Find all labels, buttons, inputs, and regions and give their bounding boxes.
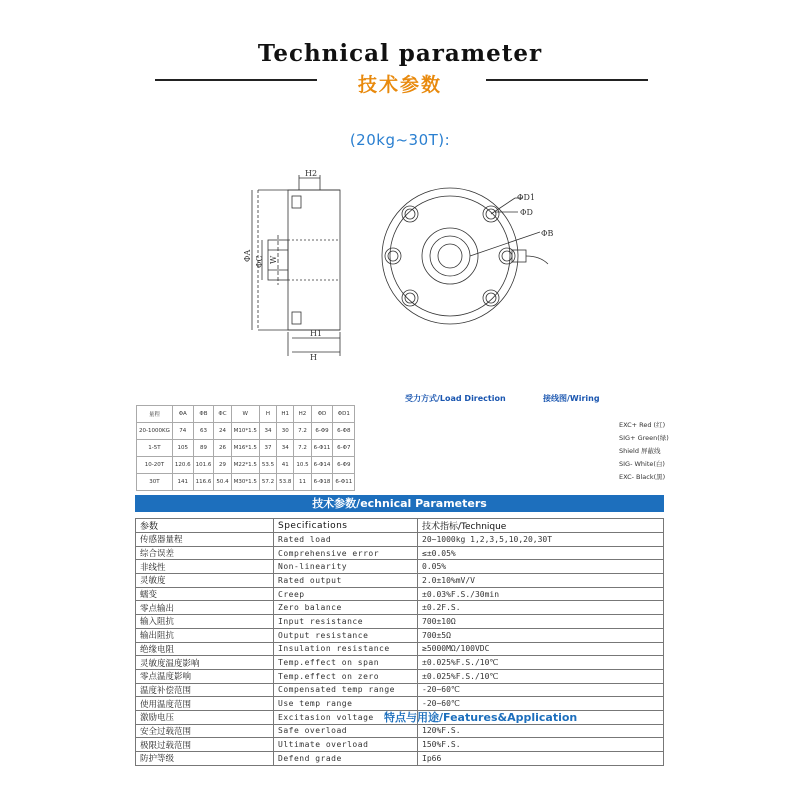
dimensions-header-cell: ΦD	[311, 406, 333, 423]
technique-cell: Ip66	[418, 752, 664, 766]
parameters-header-row	[136, 519, 664, 533]
dimensions-cell: 11	[294, 474, 311, 491]
specification-cell: Compensated temp range	[274, 683, 418, 697]
dimensions-cell: 6-Φ8	[333, 423, 355, 440]
dimensions-table	[136, 405, 355, 491]
table-row	[136, 669, 664, 683]
specification-cell: Temp.effect on zero	[274, 669, 418, 683]
parameter-name-cell: 绝缘电阻	[136, 642, 274, 656]
dimensions-cell: 34	[259, 423, 276, 440]
table-row	[136, 546, 664, 560]
wiring-line: EXC+ Red (红)	[619, 421, 666, 429]
wiring-label: 接线图/Wiring	[543, 394, 600, 403]
table-row	[137, 440, 355, 457]
specification-cell: Excitasion voltage	[274, 710, 418, 724]
label-h: H	[310, 353, 317, 362]
specification-cell: Comprehensive error	[274, 546, 418, 560]
parameters-table	[135, 518, 664, 766]
label-phi-b: ΦB	[541, 229, 554, 238]
technique-cell: 150%F.S.	[418, 738, 664, 752]
parameter-name-cell: 灵敏度温度影响	[136, 656, 274, 670]
parameter-name-cell: 安全过载范围	[136, 724, 274, 738]
dimensions-cell: 34	[277, 440, 294, 457]
dimensions-cell: 29	[214, 457, 231, 474]
specification-cell: Use temp range	[274, 697, 418, 711]
dimensions-cell: 53.5	[259, 457, 276, 474]
parameter-name-cell: 零点温度影响	[136, 669, 274, 683]
dimensions-cell: 57.2	[259, 474, 276, 491]
wiring-line: SIG- White(白)	[619, 460, 665, 468]
dimensions-header-cell: ΦA	[172, 406, 193, 423]
load-cell-drawing	[0, 160, 800, 400]
specification-cell: Input resistance	[274, 615, 418, 629]
parameters-header-cell: 参数	[136, 519, 274, 533]
dimensions-cell: 41	[277, 457, 294, 474]
dimensions-cell: 10.5	[294, 457, 311, 474]
parameter-name-cell: 灵敏度	[136, 574, 274, 588]
specification-cell: Zero balance	[274, 601, 418, 615]
dimensions-cell: 10-20T	[137, 457, 173, 474]
dimensions-header-cell: W	[231, 406, 259, 423]
dimensions-cell: 37	[259, 440, 276, 457]
dimensions-cell: 6-Φ9	[311, 423, 333, 440]
dimensions-cell: 6-Φ14	[311, 457, 333, 474]
dimensions-cell: M22*1.5	[231, 457, 259, 474]
technique-cell: ±0.025%F.S./10℃	[418, 656, 664, 670]
parameter-name-cell: 极限过载范围	[136, 738, 274, 752]
dimensions-cell: 26	[214, 440, 231, 457]
parameter-name-cell: 综合误差	[136, 546, 274, 560]
table-row	[136, 738, 664, 752]
parameters-header-cell: Specifications	[274, 519, 418, 533]
technique-cell: 2.0±10%mV/V	[418, 574, 664, 588]
parameter-name-cell: 温度补偿范围	[136, 683, 274, 697]
dimensions-cell: 74	[172, 423, 193, 440]
parameter-name-cell: 输入阻抗	[136, 615, 274, 629]
label-phi-c: ΦC	[255, 255, 264, 268]
table-row	[136, 601, 664, 615]
dimensions-cell: 30	[277, 423, 294, 440]
dimensions-header-row	[137, 406, 355, 423]
technique-cell: 700±5Ω	[418, 628, 664, 642]
dimensions-header-cell: 量程	[137, 406, 173, 423]
parameter-name-cell: 激励电压	[136, 710, 274, 724]
dimensions-header-cell: ΦC	[214, 406, 231, 423]
dimensions-cell: 1-5T	[137, 440, 173, 457]
specification-cell: Rated output	[274, 574, 418, 588]
dimensions-cell: 6-Φ11	[311, 440, 333, 457]
table-row	[137, 423, 355, 440]
parameters-header-cell: 技术指标/Technique	[418, 519, 664, 533]
dimensions-cell: 30T	[137, 474, 173, 491]
page-title: Technical parameter	[257, 40, 543, 67]
table-row	[136, 628, 664, 642]
parameter-name-cell: 零点输出	[136, 601, 274, 615]
technique-cell: -20~60℃	[418, 697, 664, 711]
table-row	[136, 533, 664, 547]
specification-cell: Ultimate overload	[274, 738, 418, 752]
technique-cell: ±0.03%F.S./30min	[418, 587, 664, 601]
specification-cell: Output resistance	[274, 628, 418, 642]
dimensions-cell: 6-Φ7	[333, 440, 355, 457]
specification-cell: Temp.effect on span	[274, 656, 418, 670]
dimensions-cell: 141	[172, 474, 193, 491]
technique-cell: 20~1000kg 1,2,3,5,10,20,30T	[418, 533, 664, 547]
dimensions-header-cell: ΦD1	[333, 406, 355, 423]
dimensions-header-cell: H1	[277, 406, 294, 423]
load-direction-label: 受力方式/Load Direction	[405, 394, 506, 403]
label-phi-d1: ΦD1	[517, 193, 536, 202]
page-title-chinese: 技术参数	[357, 74, 442, 96]
wiring-line: EXC- Black(黑)	[619, 473, 666, 481]
technique-cell: ±0.2F.S.	[418, 601, 664, 615]
capacity-range: (20kg~30T):	[349, 131, 451, 149]
label-h2: H2	[305, 169, 318, 178]
specification-cell: Insulation resistance	[274, 642, 418, 656]
dimensions-cell: 6-Φ9	[333, 457, 355, 474]
features-application-label: 特点与用途/Features&Application	[384, 711, 578, 724]
dimensions-cell: 53.8	[277, 474, 294, 491]
technique-cell: 0.05%	[418, 560, 664, 574]
parameter-name-cell: 防护等级	[136, 752, 274, 766]
label-h1: H1	[310, 329, 323, 338]
parameter-name-cell: 非线性	[136, 560, 274, 574]
table-row	[136, 615, 664, 629]
wiring-line: SIG+ Green(绿)	[619, 434, 669, 442]
specification-cell: Safe overload	[274, 724, 418, 738]
dimensions-cell: 120.6	[172, 457, 193, 474]
dimensions-cell: M10*1.5	[231, 423, 259, 440]
parameter-name-cell: 蠕变	[136, 587, 274, 601]
dimensions-cell: 7.2	[294, 423, 311, 440]
parameter-name-cell: 传感器量程	[136, 533, 274, 547]
parameters-title-bar: 技术参数/echnical Parameters	[135, 495, 664, 512]
dimensions-header-cell: H	[259, 406, 276, 423]
table-row	[136, 683, 664, 697]
technique-cell: -20~60℃	[418, 683, 664, 697]
dimensions-cell: 24	[214, 423, 231, 440]
table-row	[137, 457, 355, 474]
technique-cell: ±0.025%F.S./10℃	[418, 669, 664, 683]
table-row	[136, 656, 664, 670]
parameter-name-cell: 输出阻抗	[136, 628, 274, 642]
specification-cell: Creep	[274, 587, 418, 601]
specification-cell: Defend grade	[274, 752, 418, 766]
table-row	[137, 474, 355, 491]
dimensions-cell: 7.2	[294, 440, 311, 457]
specification-cell: Non-linearity	[274, 560, 418, 574]
table-row	[136, 642, 664, 656]
technique-cell: 700±10Ω	[418, 615, 664, 629]
technique-cell: ≥5000MΩ/100VDC	[418, 642, 664, 656]
label-phi-d: ΦD	[520, 208, 533, 217]
technique-cell: 120%F.S.	[418, 724, 664, 738]
table-row	[136, 724, 664, 738]
dimensions-cell: 50.4	[214, 474, 231, 491]
dimensions-header-cell: H2	[294, 406, 311, 423]
table-row	[136, 560, 664, 574]
table-row	[136, 587, 664, 601]
wiring-line: Shield 屏蔽线	[619, 447, 661, 455]
technique-cell: ≤±0.05%	[418, 546, 664, 560]
specification-cell: Rated load	[274, 533, 418, 547]
dimensions-header-cell: ΦB	[193, 406, 214, 423]
parameter-name-cell: 使用温度范围	[136, 697, 274, 711]
dimensions-cell: 6-Φ11	[333, 474, 355, 491]
dimensions-cell: M30*1.5	[231, 474, 259, 491]
table-row	[136, 574, 664, 588]
dimensions-cell: 20-1000KG	[137, 423, 173, 440]
label-phi-a: ΦA	[243, 249, 252, 262]
label-w: W	[269, 255, 278, 264]
side-view	[252, 175, 340, 356]
dimensions-cell: M16*1.5	[231, 440, 259, 457]
dimensions-cell: 6-Φ18	[311, 474, 333, 491]
dimensions-cell: 101.6	[193, 457, 214, 474]
table-row	[136, 752, 664, 766]
dimensions-cell: 63	[193, 423, 214, 440]
dimensions-cell: 89	[193, 440, 214, 457]
dimensions-cell: 116.6	[193, 474, 214, 491]
dimensions-cell: 105	[172, 440, 193, 457]
